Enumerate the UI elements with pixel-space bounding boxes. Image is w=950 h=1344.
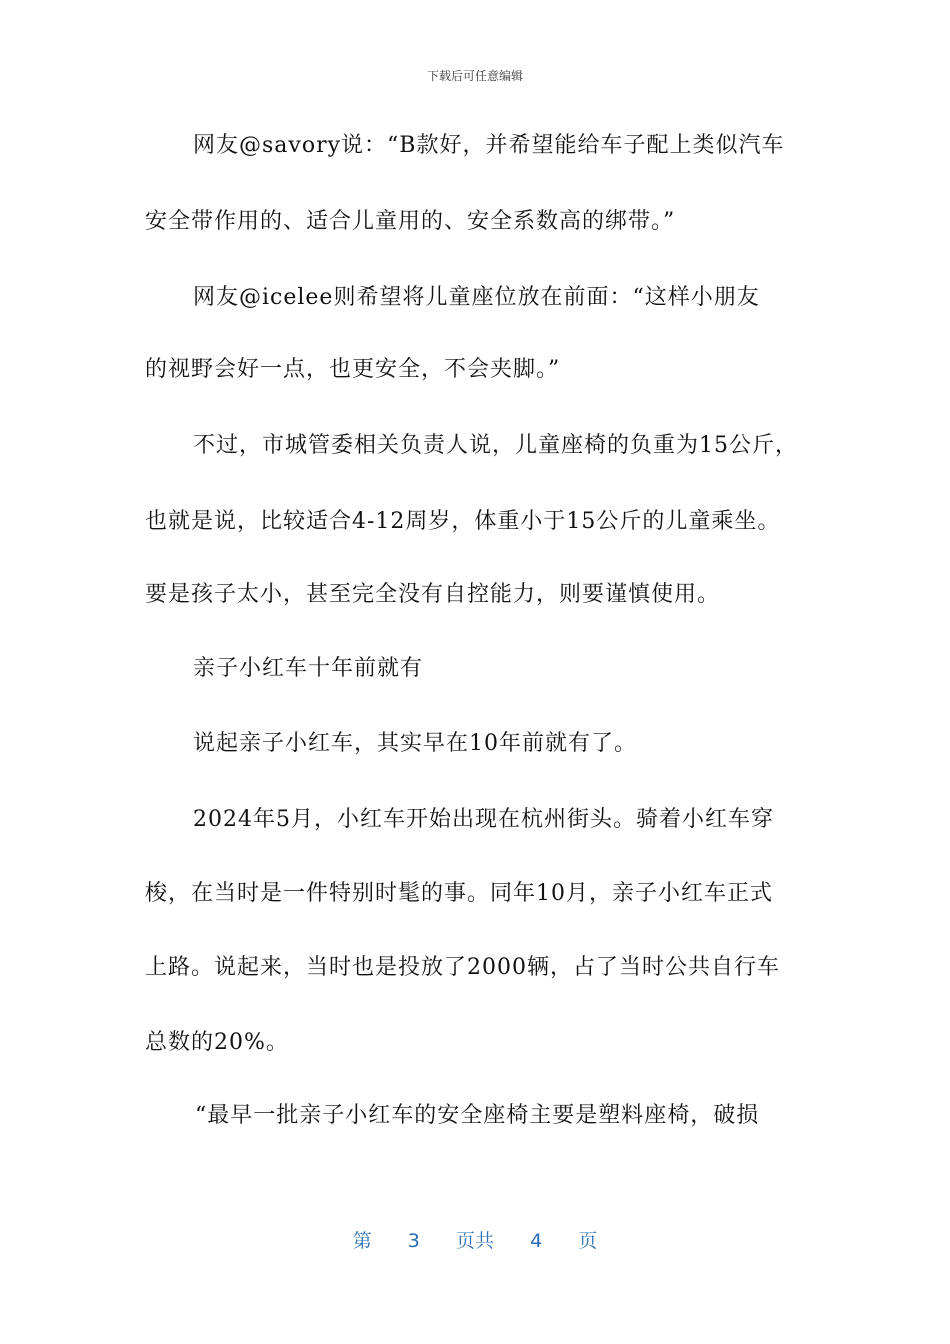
text-line: 要是孩子太小，甚至完全没有自控能力，则要谨慎使用。 [145,582,721,607]
text-line: 说起亲子小红车，其实早在10年前就有了。 [193,731,637,756]
text-line: 的视野会好一点，也更安全，不会夹脚。” [145,357,561,382]
text-line: 2024年5月，小红车开始出现在杭州街头。骑着小红车穿 [193,807,774,832]
page-header: 下载后可任意编辑 [426,69,523,83]
text-line: 上路。说起来，当时也是投放了2000辆，占了当时公共自行车 [145,955,780,980]
text-line: 安全带作用的、适合儿童用的、安全系数高的绑带。” [145,209,676,234]
page-number-total: 4 [530,1230,543,1252]
section-heading: 亲子小红车十年前就有 [193,656,424,681]
text-line: 不过，市城管委相关负责人说，儿童座椅的负重为15公斤， [193,433,798,458]
page-label-prefix: 第 [352,1230,372,1252]
page-label-suffix: 页 [578,1230,598,1252]
text-line: 梭，在当时是一件特别时髦的事。同年10月，亲子小红车正式 [145,881,773,906]
page-number-current: 3 [407,1230,420,1252]
page-footer [0,1226,950,1253]
text-line: “最早一批亲子小红车的安全座椅主要是塑料座椅，破损 [195,1103,760,1128]
text-line: 网友@savory说：“B款好，并希望能给车子配上类似汽车 [193,133,785,158]
text-line: 总数的20%。 [145,1030,289,1055]
text-line: 网友@icelee则希望将儿童座位放在前面：“这样小朋友 [193,285,760,310]
page-label-middle: 页共 [455,1230,494,1252]
text-line: 也就是说，比较适合4-12周岁，体重小于15公斤的儿童乘坐。 [145,509,781,534]
